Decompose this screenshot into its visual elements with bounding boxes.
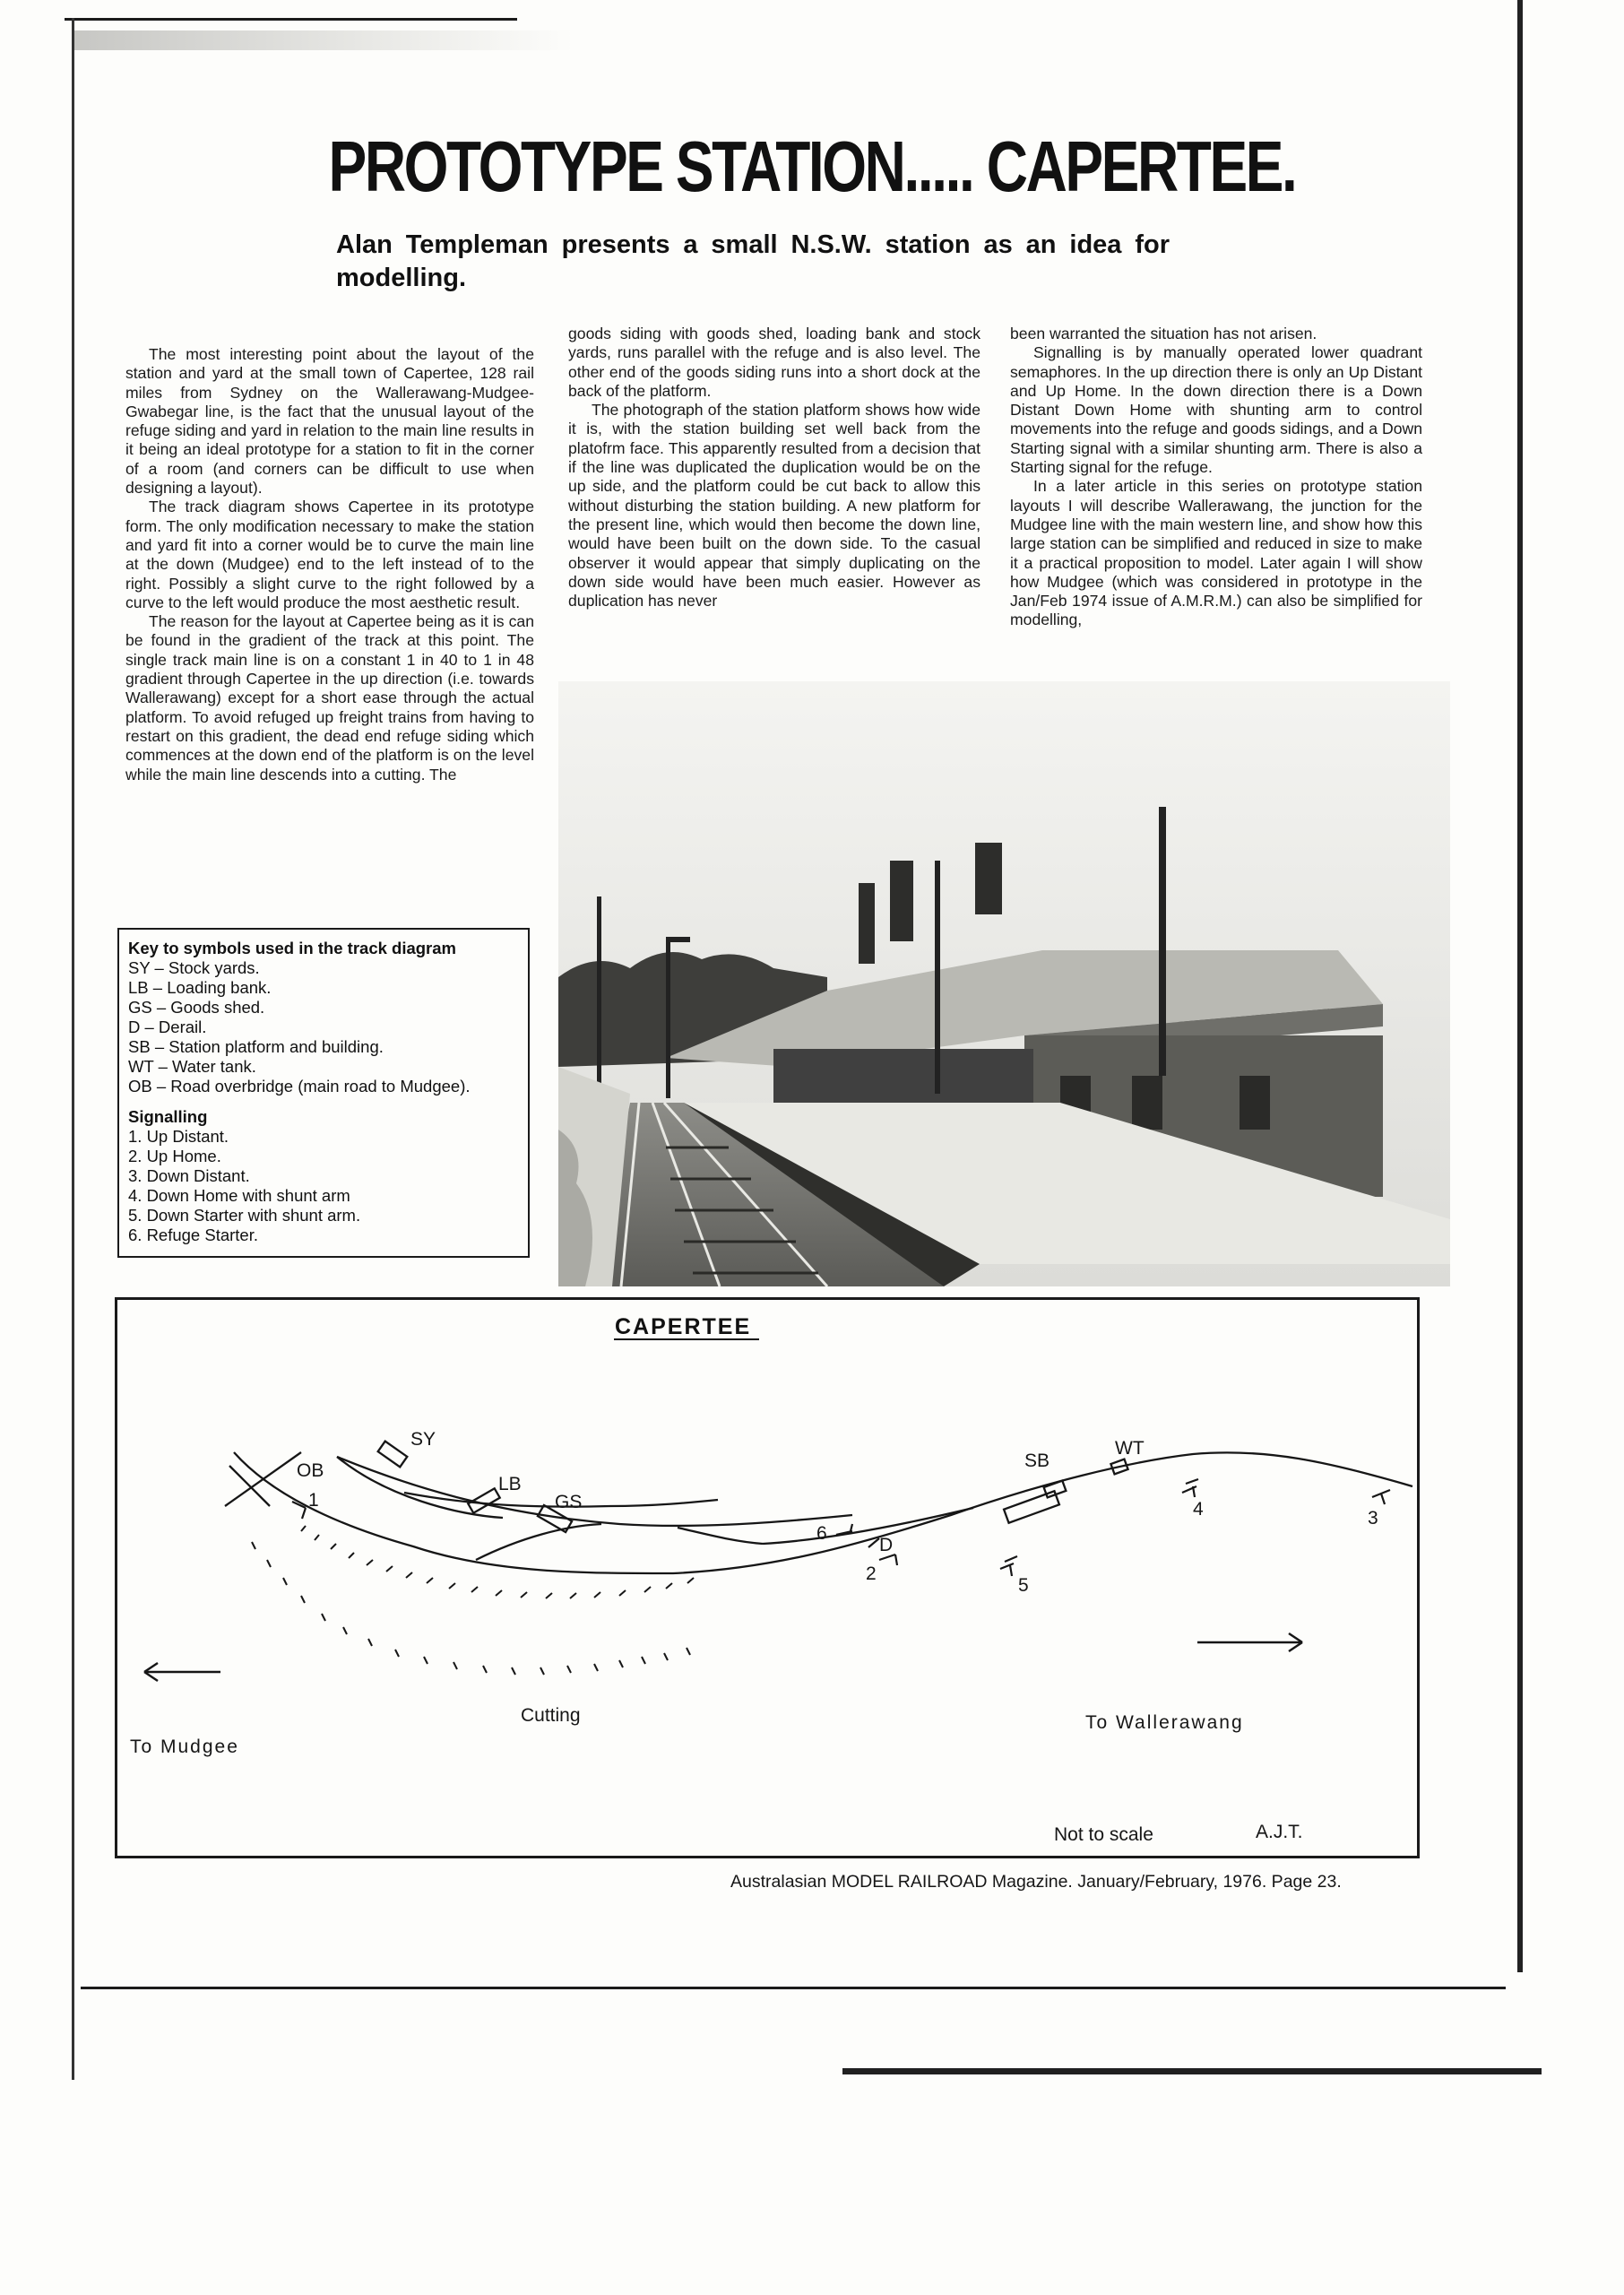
signal-item: 1. Up Distant.	[128, 1127, 229, 1146]
label-not-to-scale: Not to scale	[1054, 1824, 1153, 1845]
label-cutting: Cutting	[521, 1705, 581, 1726]
label-signal-5: 5	[1018, 1575, 1029, 1596]
goods-siding	[337, 1457, 852, 1526]
key-heading: Key to symbols used in the track diagram	[128, 939, 456, 957]
crossover-2	[678, 1528, 763, 1544]
crossover	[476, 1524, 601, 1560]
paragraph: In a later article in this series on prototype station layouts I will describe Wallerawang, the junction for the Mudgee line with the main western line, and show how this large station can be simplified and reduced in size to make it a practical proposition to model. Later again I will show how Mudgee (which was considered in prototype in the Jan/Feb 1974 issue of A.M.R.M.) can also be simplified for modelling,	[1010, 477, 1422, 629]
key-item: D – Derail.	[128, 1018, 207, 1036]
article-subtitle: Alan Templeman presents a small N.S.W. station as an idea for modelling.	[336, 230, 1170, 292]
loading-bank-symbol	[468, 1488, 499, 1512]
paragraph: goods siding with goods shed, loading bank and stock yards, runs parallel with the refuge and is also level. The other end of the goods siding runs into a short dock at the back of the platform.	[568, 325, 980, 400]
station-building-annex	[1044, 1481, 1067, 1498]
photo-chimney	[859, 883, 875, 964]
signal-4	[1182, 1479, 1198, 1497]
label-d: D	[879, 1535, 894, 1555]
photo-signal-post	[666, 937, 670, 1098]
key-item: OB – Road overbridge (main road to Mudgee).	[128, 1077, 471, 1096]
label-sb: SB	[1024, 1451, 1050, 1471]
label-to-wallerawang: To Wallerawang	[1085, 1712, 1244, 1733]
paragraph: The reason for the layout at Capertee being as it is can be found in the gradient of the track at this point. The single track main line is on a constant 1 in 40 to 1 in 48 gradient through Capertee in the up direction (i.e. towards Wallerawang) except for a short ease through the actual platform. To avoid refuged up freight trains from having to restart on this gradient, the dead end refuge siding which commences at the down end of the platform is on the level while the main line descends into a cutting. The	[125, 612, 534, 784]
photo-pole	[597, 896, 601, 1094]
label-signal-6: 6	[816, 1523, 827, 1544]
article-column-2	[568, 325, 980, 611]
signal-item: 6. Refuge Starter.	[128, 1225, 259, 1244]
article-column-3	[1010, 325, 1422, 630]
photo-pole	[1159, 807, 1166, 1076]
photo-pole	[935, 861, 940, 1094]
symbol-key-box	[117, 928, 530, 1258]
label-signal-4: 4	[1193, 1499, 1204, 1520]
page-footer: Australasian MODEL RAILROAD Magazine. January/February, 1976. Page 23.	[730, 1872, 1342, 1892]
signalling-heading: Signalling	[128, 1107, 208, 1126]
stock-yards-symbol	[378, 1442, 408, 1468]
top-scan-smudge	[72, 30, 574, 50]
photo-window	[1132, 1076, 1162, 1130]
key-item: LB – Loading bank.	[128, 978, 272, 997]
track-diagram	[115, 1297, 1420, 1858]
paragraph: Signalling is by manually operated lower quadrant semaphores. In the up direction there is only an Up Distant and Up Home. In the down direction there is a Down Distant Down Home with shunting arm to control movements into the refuge and goods sidings, and a Down Starting signal with a similar shunting arm. There is also a Starting signal for the refuge.	[1010, 343, 1422, 477]
signal-item: 3. Down Distant.	[128, 1166, 250, 1185]
label-ob: OB	[297, 1460, 324, 1481]
main-line	[234, 1452, 1412, 1573]
paragraph: The photograph of the station platform shows how wide it is, with the station building set well back from the platofrm face. This apparently resulted from a decision that if the line was duplicated the duplication would be on the up side, and the platform could be cut back to allow this without disturbing the station building. A new platform for the present line, which would then become the down line, would have been built on the down side. To the casual observer it would appear that simply duplicating on the down side would have been much easier. However as duplication has never	[568, 401, 980, 611]
paragraph: The most interesting point about the layout of the station and yard at the small town of Capertee, 128 rail miles from Sydney on the Wallerawang-Mudgee-Gwabegar line, is the fact that the unusual layout of the refuge siding and yard in relation to the main line results in it being an ideal prototype for a station to fit in the corner of a room (and corners can be difficult to use when designing a layout).	[125, 345, 534, 498]
label-signal-3: 3	[1368, 1508, 1378, 1529]
cutting-hatch-upper	[301, 1526, 694, 1598]
label-to-mudgee: To Mudgee	[130, 1736, 239, 1757]
label-signal-1: 1	[308, 1490, 319, 1511]
signal-item: 2. Up Home.	[128, 1147, 221, 1165]
top-edge-rule	[65, 18, 517, 21]
signal-2	[879, 1555, 897, 1565]
photo-window	[1240, 1076, 1270, 1130]
siding-link	[763, 1508, 973, 1544]
signal-5	[1000, 1556, 1017, 1576]
label-gs: GS	[555, 1492, 583, 1512]
right-edge-rule	[1517, 0, 1523, 1972]
signal-item: 4. Down Home with shunt arm	[128, 1186, 350, 1205]
photo-chimney	[975, 843, 1002, 914]
label-signal-2: 2	[866, 1563, 877, 1584]
paragraph: The track diagram shows Capertee in its prototype form. The only modification necessary to make the station and yard fit into a corner would be to curve the main line at the down (Mudgee) end to the left instead of to the right. Possibly a slight curve to the right followed by a curve to the left would produce the most aesthetic result.	[125, 498, 534, 611]
diagram-title: CAPERTEE	[615, 1314, 752, 1339]
overbridge-road-2	[229, 1466, 270, 1506]
article-title: PROTOTYPE STATION..... CAPERTEE.	[328, 126, 1296, 206]
label-initials: A.J.T.	[1256, 1822, 1303, 1842]
photo-chimney	[890, 861, 913, 941]
left-edge-rule	[72, 18, 74, 2080]
bottom-rule	[81, 1987, 1506, 1989]
label-sy: SY	[410, 1429, 436, 1450]
bottom-rule-2	[842, 2068, 1542, 2074]
key-item: SY – Stock yards.	[128, 958, 260, 977]
photo-platform-canopy	[773, 1049, 1033, 1103]
key-item: SB – Station platform and building.	[128, 1037, 384, 1056]
station-photograph	[558, 681, 1450, 1286]
key-item: GS – Goods shed.	[128, 998, 265, 1017]
arrow-to-mudgee-icon	[144, 1663, 220, 1681]
paragraph: been warranted the situation has not arisen.	[1010, 325, 1317, 342]
photo-signal-arm	[670, 937, 690, 942]
article-column-1	[125, 345, 534, 784]
signal-item: 5. Down Starter with shunt arm.	[128, 1206, 361, 1225]
arrow-to-wallerawang-icon	[1197, 1633, 1302, 1651]
label-wt: WT	[1115, 1438, 1145, 1459]
key-item: WT – Water tank.	[128, 1057, 256, 1076]
label-lb: LB	[498, 1474, 522, 1494]
signal-3	[1372, 1490, 1390, 1504]
